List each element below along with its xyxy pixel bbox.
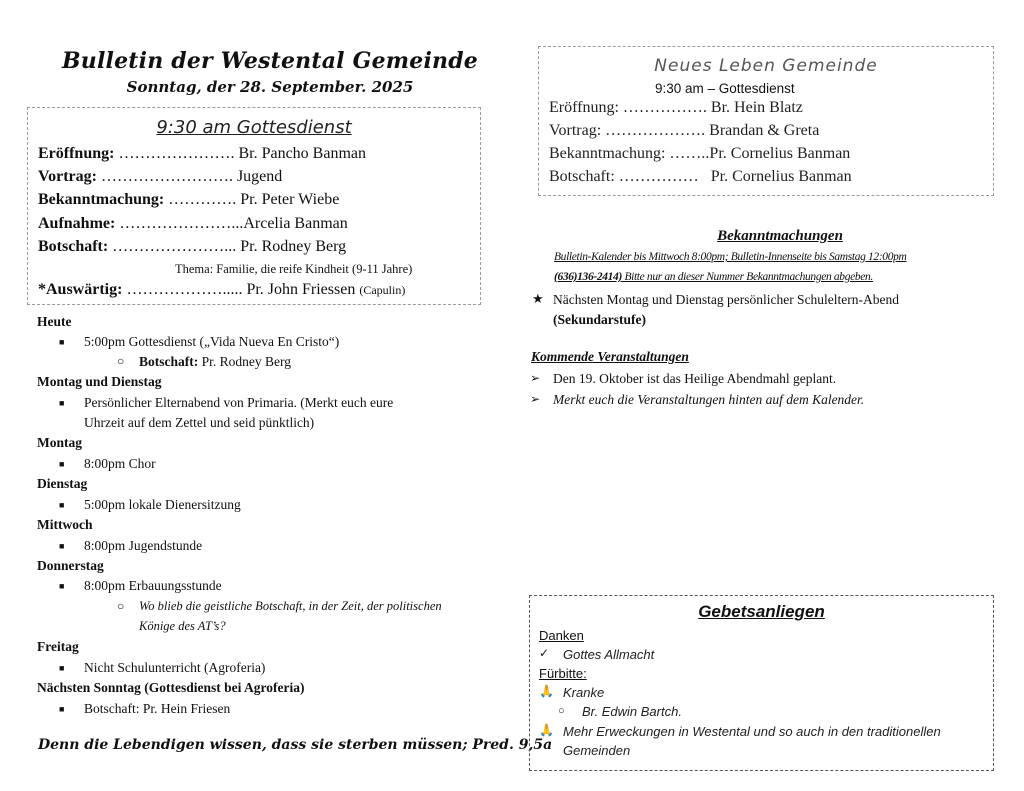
schedule-item [59, 660, 266, 676]
schedule-item [59, 334, 340, 350]
dot-leader: …………………... [115, 215, 244, 232]
day-heading-donnerstag: Donnerstag [37, 558, 104, 573]
announcements-title: Bekanntmachungen [717, 228, 843, 244]
event-item-text: Merkt euch die Veranstaltungen hinten auf dem Kalender. [553, 392, 865, 407]
neues-leben-row-label: Botschaft: …………… [549, 168, 703, 185]
neues-leben-row [549, 99, 803, 117]
prayer-title: Gebetsanliegen [698, 602, 825, 621]
service-row-value: Jugend [236, 168, 283, 185]
service-row-label: Aufnahme: [38, 215, 116, 232]
dot-leader: …………………. [114, 145, 239, 162]
schedule-item [59, 701, 231, 717]
schedule-item-text: 8:00pm Erbauungsstunde [84, 578, 222, 593]
day-heading-montag: Montag [37, 435, 82, 450]
service-row-note: (Capulin) [359, 283, 406, 297]
service-row-label: Botschaft: [38, 238, 109, 255]
square-bullet-icon: ■ [59, 541, 65, 551]
announcements-note: Bulletin-Kalender bis Mittwoch 8:00pm; Bulletin-Innenseite bis Samstag 12:00pm [554, 251, 907, 263]
schedule-item [59, 497, 241, 513]
neues-leben-row [549, 122, 819, 140]
square-bullet-icon: ■ [59, 704, 65, 714]
neues-leben-row-label: Vortrag: ………………. [549, 122, 710, 139]
schedule-item-text: 5:00pm Gottesdienst („Vida Nueva En Cristo“) [84, 334, 340, 349]
square-bullet-icon: ■ [59, 337, 65, 347]
neues-leben-row-value: Br. Hein Blatz [710, 99, 803, 116]
schedule-item-text: Persönlicher Elternabend von Primaria. (Merkt euch eure [84, 395, 394, 410]
schedule-item-text: 8:00pm Jugendstunde [84, 538, 203, 553]
day-heading-dienstag: Dienstag [37, 476, 88, 491]
announcement-item [553, 290, 973, 330]
dot-leader: ……………………. [96, 168, 237, 185]
dot-leader: …………………... [108, 238, 241, 255]
bible-verse: Denn die Lebendigen wissen, dass sie sterben müssen; Pred. 9,5a [38, 737, 553, 753]
square-bullet-icon: ■ [59, 581, 65, 591]
star-icon: ★ [532, 291, 544, 306]
schedule-subitem-text: Wo blieb die geistliche Botschaft, in der Zeit, der politischen [139, 599, 442, 613]
schedule-item-continued: Uhrzeit auf dem Zettel und seid pünktlich) [84, 415, 315, 430]
service-row [38, 168, 282, 186]
schedule-item-text: 8:00pm Chor [84, 456, 156, 471]
service-row [38, 191, 339, 209]
neues-leben-row [549, 145, 850, 163]
arrowhead-icon: ➢ [530, 371, 541, 385]
service-row [38, 238, 346, 256]
service-row-value: Pr. Rodney Berg [240, 238, 347, 255]
schedule-subitem [117, 599, 442, 614]
service-row-label: Bekanntmachung: [38, 191, 165, 208]
service-row-label: Vortrag: [38, 168, 97, 185]
announcement-item-text: Nächsten Montag und Dienstag persönlicher Schuleltern-Abend [553, 292, 900, 307]
bulletin-date: Sonntag, der 28. September. 2025 [126, 78, 414, 96]
prayer-box [529, 595, 994, 771]
service-row-value: Pr. Peter Wiebe [240, 191, 340, 208]
announcements-note-text: Bitte nur an dieser Nummer Bekanntmachungen abgeben. [621, 271, 873, 283]
circle-bullet-icon: ○ [117, 354, 125, 368]
service-row-value: Br. Pancho Banman [238, 145, 366, 162]
service-row-value: Arcelia Banman [243, 215, 348, 232]
prayer-fuerbitte-label: Fürbitte: [539, 666, 587, 681]
circle-bullet-icon: ○ [558, 705, 565, 717]
announcement-item-bold: (Sekundarstufe) [553, 312, 647, 327]
square-bullet-icon: ■ [59, 500, 65, 510]
dot-leader: ………………..... [122, 281, 247, 298]
events-title: Kommende Veranstaltungen [531, 349, 689, 364]
event-item [530, 392, 865, 408]
day-heading-heute: Heute [37, 314, 72, 329]
event-item-text: Den 19. Oktober ist das Heilige Abendmahl geplant. [553, 371, 837, 386]
neues-leben-box [538, 46, 994, 196]
prayer-fuerbitte-item-continued: Gemeinden [563, 743, 631, 758]
schedule-subitem [117, 354, 292, 370]
neues-leben-title: Neues Leben Gemeinde [654, 56, 878, 76]
prayer-fuerbitte-subitem: Br. Edwin Bartch. [582, 704, 682, 719]
service-box [27, 107, 481, 305]
service-theme: Thema: Familie, die reife Kindheit (9-11 Jahre) [175, 262, 413, 276]
schedule-subitem-continued: Könige des AT’s? [139, 619, 226, 633]
dot-leader: …………. [164, 191, 241, 208]
event-item [530, 371, 837, 387]
square-bullet-icon: ■ [59, 398, 65, 408]
prayer-fuerbitte-item: Kranke [563, 685, 605, 700]
schedule-subitem-value: Pr. Rodney Berg [198, 354, 292, 369]
neues-leben-subtitle: 9:30 am – Gottesdienst [655, 81, 795, 96]
announcements-phone: (636)136-2414) [554, 271, 622, 283]
praying-hands-icon: 🙏 [539, 723, 554, 737]
schedule-item [59, 578, 222, 594]
neues-leben-row-label: Eröffnung: ……………. [549, 99, 711, 116]
praying-hands-icon: 🙏 [539, 684, 554, 698]
circle-bullet-icon: ○ [117, 599, 125, 613]
schedule-item [59, 538, 203, 554]
schedule-item-text: 5:00pm lokale Dienersitzung [84, 497, 241, 512]
service-row-label: *Auswärtig: [38, 281, 123, 298]
neues-leben-row-value: Pr. Cornelius Banman [709, 145, 851, 162]
schedule-subitem-label: Botschaft: [139, 354, 199, 369]
schedule-item-text: Nicht Schulunterricht (Agroferia) [84, 660, 266, 675]
neues-leben-row-value: Pr. Cornelius Banman [702, 168, 852, 185]
service-row-value: Pr. John Friessen [246, 281, 356, 298]
schedule-item [59, 456, 156, 472]
neues-leben-row-value: Brandan & Greta [709, 122, 820, 139]
announcements-note [554, 271, 873, 283]
checkmark-icon: ✓ [539, 646, 550, 660]
service-row [38, 215, 348, 233]
service-title: 9:30 am Gottesdienst [156, 117, 352, 138]
neues-leben-row [549, 168, 852, 186]
prayer-danken-label: Danken [539, 628, 584, 643]
service-row [38, 145, 366, 163]
schedule-item-text: Botschaft: Pr. Hein Friesen [84, 701, 231, 716]
day-heading-freitag: Freitag [37, 639, 79, 654]
schedule-item [59, 395, 394, 411]
day-heading-naechster-sonntag: Nächsten Sonntag (Gottesdienst bei Agroferia) [37, 680, 305, 695]
service-row [38, 281, 405, 299]
day-heading-montag-dienstag: Montag und Dienstag [37, 374, 162, 389]
prayer-fuerbitte-item: Mehr Erweckungen in Westental und so auch in den traditionellen [563, 724, 941, 739]
square-bullet-icon: ■ [59, 459, 65, 469]
service-row-label: Eröffnung: [38, 145, 115, 162]
prayer-danken-item: Gottes Allmacht [563, 647, 655, 662]
arrowhead-icon: ➢ [530, 392, 541, 406]
bulletin-title: Bulletin der Westental Gemeinde [62, 48, 478, 74]
neues-leben-row-label: Bekanntmachung: …….. [549, 145, 710, 162]
square-bullet-icon: ■ [59, 663, 65, 673]
day-heading-mittwoch: Mittwoch [37, 517, 93, 532]
